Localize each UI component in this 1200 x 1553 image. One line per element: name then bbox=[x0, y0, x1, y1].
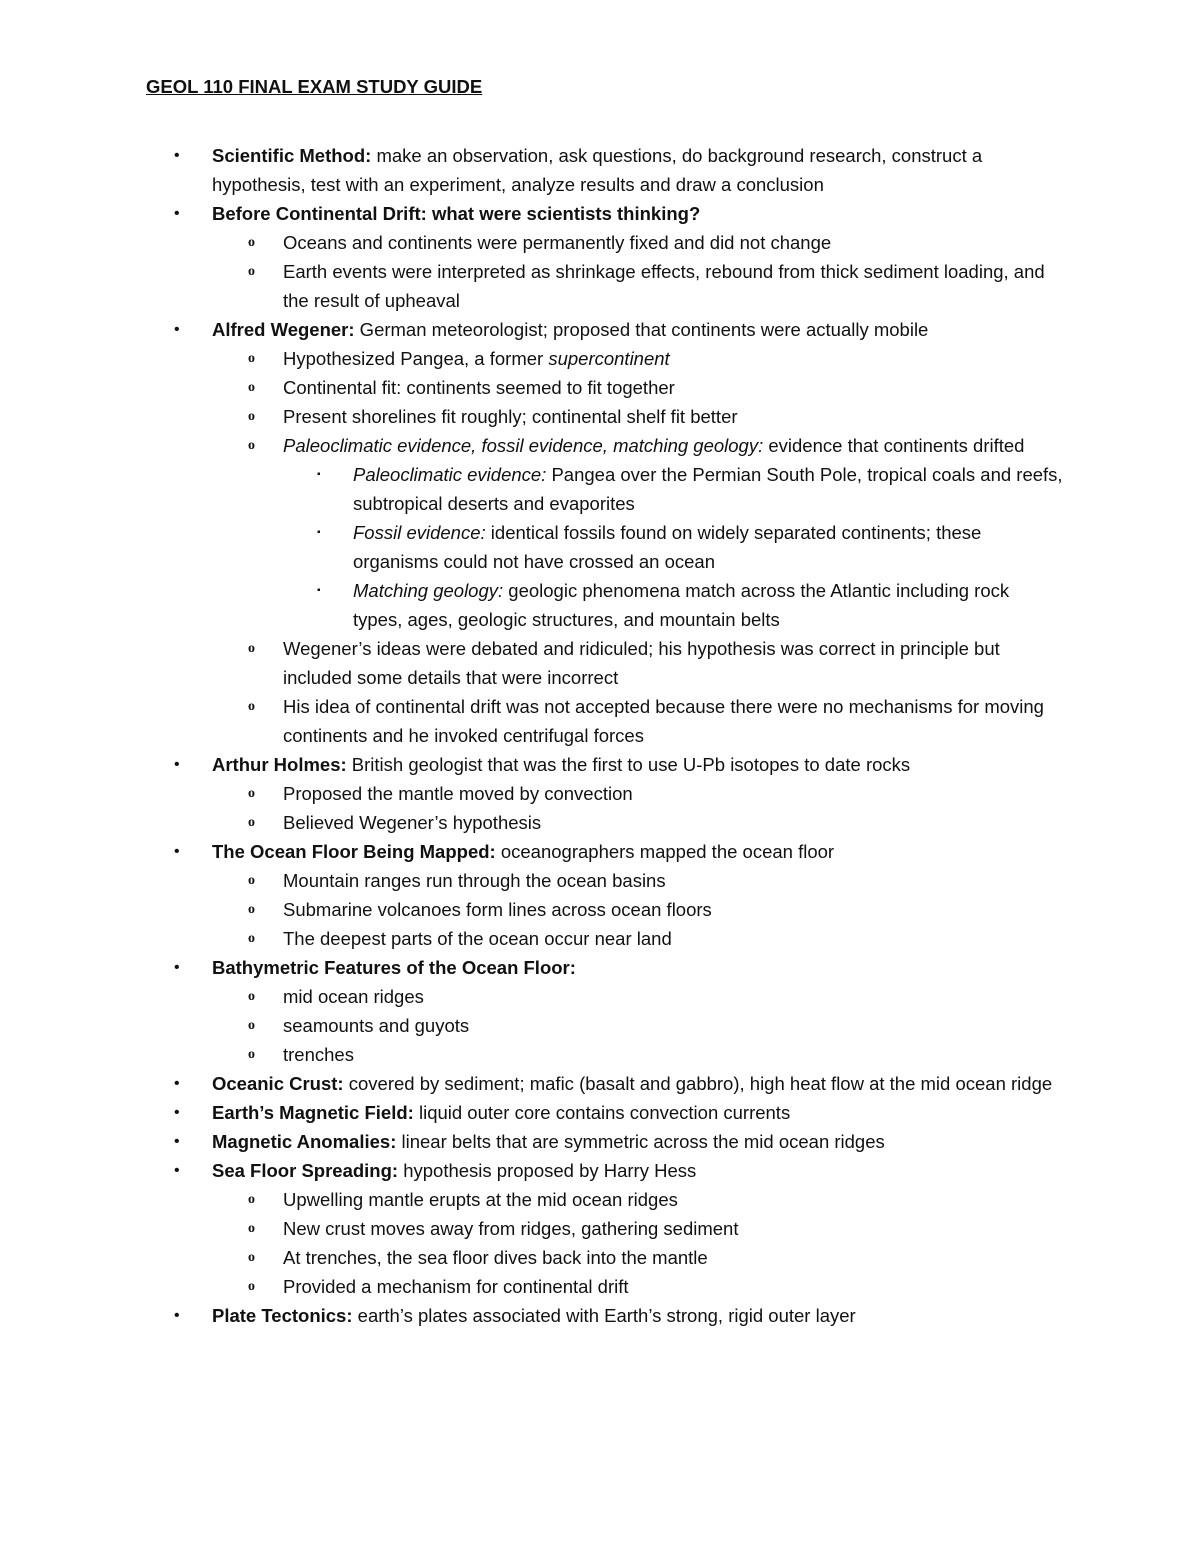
item-text bbox=[283, 1040, 1063, 1069]
circle-marker: o bbox=[248, 699, 255, 714]
item-text bbox=[212, 1127, 1062, 1156]
item-term: Bathymetric Features of the Ocean Floor: bbox=[212, 957, 576, 978]
sub-item bbox=[0, 895, 1200, 924]
item-description: linear belts that are symmetric across the mid ocean ridges bbox=[396, 1131, 885, 1152]
sub-item bbox=[0, 402, 1200, 431]
bullet-item bbox=[0, 1098, 1200, 1127]
sub-item bbox=[0, 924, 1200, 953]
circle-marker: o bbox=[248, 989, 255, 1004]
item-description: mid ocean ridges bbox=[283, 986, 424, 1007]
bullet-item bbox=[0, 953, 1200, 982]
item-text bbox=[283, 1214, 1063, 1243]
bullet-marker: • bbox=[174, 843, 180, 860]
bullet-item bbox=[0, 1156, 1200, 1185]
item-text bbox=[212, 1156, 1062, 1185]
item-description: Hypothesized Pangea, a former bbox=[283, 348, 549, 369]
item-term: Plate Tectonics: bbox=[212, 1305, 353, 1326]
sub-item bbox=[0, 1011, 1200, 1040]
item-text bbox=[212, 953, 1062, 982]
bullet-marker: • bbox=[174, 1307, 180, 1324]
item-description: Believed Wegener’s hypothesis bbox=[283, 812, 542, 833]
sub-item bbox=[0, 866, 1200, 895]
item-description: Earth events were interpreted as shrinkage effects, rebound from thick sediment loading, and the result of upheaval bbox=[283, 261, 1045, 311]
bullet-marker: • bbox=[174, 321, 180, 338]
circle-marker: o bbox=[248, 235, 255, 250]
bullet-marker: • bbox=[174, 147, 180, 164]
bullet-item bbox=[0, 837, 1200, 866]
page-title: GEOL 110 FINAL EXAM STUDY GUIDE bbox=[146, 76, 483, 97]
circle-marker: o bbox=[248, 1250, 255, 1265]
circle-marker: o bbox=[248, 409, 255, 424]
circle-marker: o bbox=[248, 380, 255, 395]
item-term: Earth’s Magnetic Field: bbox=[212, 1102, 414, 1123]
bullet-item bbox=[0, 1127, 1200, 1156]
item-text bbox=[283, 982, 1063, 1011]
item-term: Alfred Wegener: bbox=[212, 319, 355, 340]
item-text bbox=[283, 692, 1063, 750]
item-text bbox=[283, 924, 1063, 953]
item-description: At trenches, the sea floor dives back into the mantle bbox=[283, 1247, 708, 1268]
item-description: British geologist that was the first to use U-Pb isotopes to date rocks bbox=[346, 754, 911, 775]
item-italic-word: supercontinent bbox=[548, 348, 670, 369]
study-guide-outline bbox=[0, 141, 1200, 1330]
sub-sub-item bbox=[0, 518, 1200, 576]
item-description: make an observation, ask questions, do background research, construct a hypothesis, test with an experiment, analyze results and draw a conclusion bbox=[212, 145, 983, 195]
item-term: The Ocean Floor Being Mapped: bbox=[212, 841, 496, 862]
sub-item bbox=[0, 692, 1200, 750]
item-text bbox=[283, 344, 1063, 373]
square-marker: ▪ bbox=[317, 469, 321, 480]
item-italic-term: Paleoclimatic evidence, fossil evidence, matching geology: bbox=[283, 435, 764, 456]
circle-marker: o bbox=[248, 1192, 255, 1207]
sub-item bbox=[0, 808, 1200, 837]
circle-marker: o bbox=[248, 902, 255, 917]
circle-marker: o bbox=[248, 1018, 255, 1033]
sub-item bbox=[0, 1185, 1200, 1214]
item-description: geologic phenomena match across the Atlantic including rock types, ages, geologic structures, and mountain belts bbox=[353, 580, 1010, 630]
bullet-marker: • bbox=[174, 1104, 180, 1121]
bullet-item bbox=[0, 199, 1200, 228]
item-text bbox=[283, 866, 1063, 895]
sub-item bbox=[0, 1272, 1200, 1301]
item-text bbox=[212, 315, 1062, 344]
bullet-marker: • bbox=[174, 1162, 180, 1179]
circle-marker: o bbox=[248, 1221, 255, 1236]
item-description: Proposed the mantle moved by convection bbox=[283, 783, 633, 804]
item-text bbox=[283, 1243, 1063, 1272]
item-description: Mountain ranges run through the ocean basins bbox=[283, 870, 666, 891]
circle-marker: o bbox=[248, 1047, 255, 1062]
item-italic-term: Fossil evidence: bbox=[353, 522, 486, 543]
item-text bbox=[283, 1185, 1063, 1214]
bullet-item bbox=[0, 1301, 1200, 1330]
item-description: New crust moves away from ridges, gathering sediment bbox=[283, 1218, 739, 1239]
item-text bbox=[283, 373, 1063, 402]
item-description: evidence that continents drifted bbox=[763, 435, 1025, 456]
bullet-item bbox=[0, 141, 1200, 199]
item-description: hypothesis proposed by Harry Hess bbox=[398, 1160, 697, 1181]
circle-marker: o bbox=[248, 931, 255, 946]
item-text bbox=[353, 518, 1063, 576]
item-term: Magnetic Anomalies: bbox=[212, 1131, 397, 1152]
sub-item bbox=[0, 257, 1200, 315]
sub-item bbox=[0, 982, 1200, 1011]
item-text bbox=[283, 1011, 1063, 1040]
circle-marker: o bbox=[248, 351, 255, 366]
item-text bbox=[353, 460, 1063, 518]
circle-marker: o bbox=[248, 1279, 255, 1294]
bullet-marker: • bbox=[174, 205, 180, 222]
sub-sub-item bbox=[0, 460, 1200, 518]
item-term: Before Continental Drift: what were scientists thinking? bbox=[212, 203, 701, 224]
item-text bbox=[353, 576, 1063, 634]
item-description: Pangea over the Permian South Pole, tropical coals and reefs, subtropical deserts and evaporites bbox=[353, 464, 1063, 514]
item-description: identical fossils found on widely separated continents; these organisms could not have crossed an ocean bbox=[353, 522, 982, 572]
circle-marker: o bbox=[248, 786, 255, 801]
bullet-marker: • bbox=[174, 756, 180, 773]
item-text bbox=[283, 895, 1063, 924]
item-text bbox=[283, 1272, 1063, 1301]
item-description: Continental fit: continents seemed to fit together bbox=[283, 377, 675, 398]
sub-item bbox=[0, 344, 1200, 373]
circle-marker: o bbox=[248, 815, 255, 830]
bullet-marker: • bbox=[174, 959, 180, 976]
bullet-item bbox=[0, 1069, 1200, 1098]
item-text bbox=[283, 779, 1063, 808]
circle-marker: o bbox=[248, 641, 255, 656]
item-description: oceanographers mapped the ocean floor bbox=[495, 841, 835, 862]
item-text bbox=[283, 431, 1063, 460]
item-description: Wegener’s ideas were debated and ridiculed; his hypothesis was correct in principle but included some details that were incorrect bbox=[283, 638, 1000, 688]
bullet-item bbox=[0, 750, 1200, 779]
sub-sub-item bbox=[0, 576, 1200, 634]
item-description: Provided a mechanism for continental drift bbox=[283, 1276, 629, 1297]
item-text bbox=[212, 1098, 1062, 1127]
sub-item bbox=[0, 1040, 1200, 1069]
sub-item bbox=[0, 228, 1200, 257]
item-description: Upwelling mantle erupts at the mid ocean ridges bbox=[283, 1189, 678, 1210]
item-italic-term: Matching geology: bbox=[353, 580, 504, 601]
item-term: Sea Floor Spreading: bbox=[212, 1160, 399, 1181]
sub-item bbox=[0, 1243, 1200, 1272]
item-description: seamounts and guyots bbox=[283, 1015, 470, 1036]
item-italic-term: Paleoclimatic evidence: bbox=[353, 464, 547, 485]
item-description: earth’s plates associated with Earth’s strong, rigid outer layer bbox=[352, 1305, 856, 1326]
item-description: His idea of continental drift was not accepted because there were no mechanisms for moving continents and he invoked centrifugal forces bbox=[283, 696, 1044, 746]
item-term: Oceanic Crust: bbox=[212, 1073, 344, 1094]
bullet-item bbox=[0, 315, 1200, 344]
item-text bbox=[283, 402, 1063, 431]
item-text bbox=[212, 199, 1062, 228]
square-marker: ▪ bbox=[317, 527, 321, 538]
square-marker: ▪ bbox=[317, 585, 321, 596]
item-description: The deepest parts of the ocean occur near land bbox=[283, 928, 672, 949]
bullet-marker: • bbox=[174, 1075, 180, 1092]
sub-item bbox=[0, 634, 1200, 692]
circle-marker: o bbox=[248, 873, 255, 888]
item-description: Submarine volcanoes form lines across ocean floors bbox=[283, 899, 712, 920]
sub-item bbox=[0, 779, 1200, 808]
item-text bbox=[283, 808, 1063, 837]
circle-marker: o bbox=[248, 438, 255, 453]
item-text bbox=[283, 228, 1063, 257]
item-text bbox=[212, 750, 1062, 779]
bullet-marker: • bbox=[174, 1133, 180, 1150]
item-description: covered by sediment; mafic (basalt and gabbro), high heat flow at the mid ocean ridge bbox=[343, 1073, 1053, 1094]
sub-item bbox=[0, 373, 1200, 402]
sub-item bbox=[0, 431, 1200, 460]
item-text bbox=[212, 141, 1062, 199]
item-description: liquid outer core contains convection currents bbox=[413, 1102, 791, 1123]
item-term: Scientific Method: bbox=[212, 145, 372, 166]
item-text bbox=[283, 634, 1063, 692]
item-description: German meteorologist; proposed that continents were actually mobile bbox=[354, 319, 929, 340]
item-description: Oceans and continents were permanently fixed and did not change bbox=[283, 232, 832, 253]
item-text bbox=[212, 1301, 1062, 1330]
item-text bbox=[212, 1069, 1062, 1098]
item-description: Present shorelines fit roughly; continental shelf fit better bbox=[283, 406, 738, 427]
item-text bbox=[283, 257, 1063, 315]
sub-item bbox=[0, 1214, 1200, 1243]
item-description: trenches bbox=[283, 1044, 354, 1065]
circle-marker: o bbox=[248, 264, 255, 279]
item-text bbox=[212, 837, 1062, 866]
item-term: Arthur Holmes: bbox=[212, 754, 347, 775]
